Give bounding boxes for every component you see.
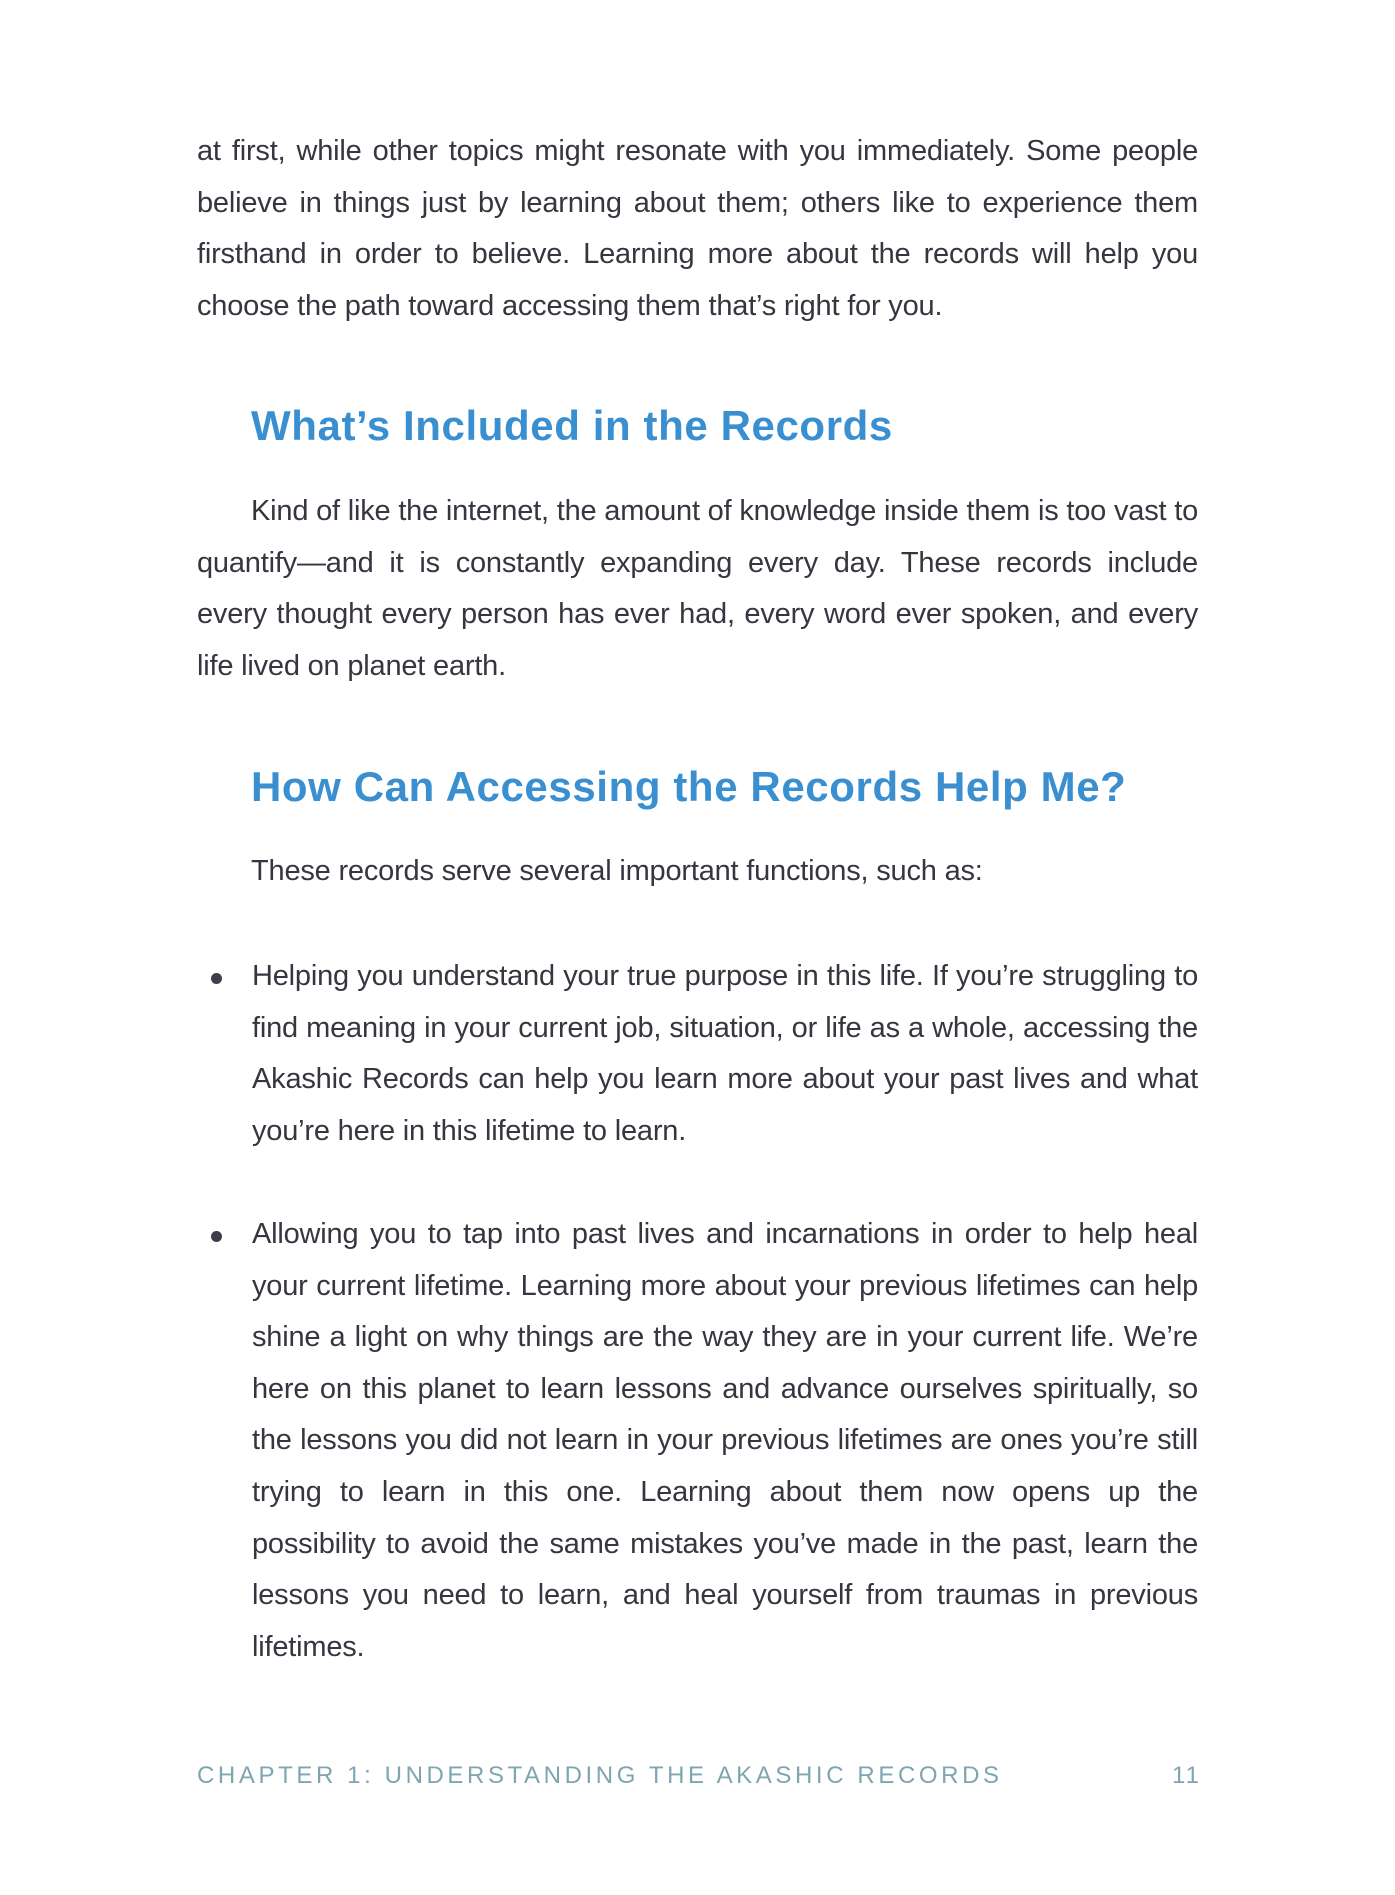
bullet-list: [197, 951, 1198, 1157]
page-number: 11: [1172, 1762, 1201, 1789]
section-heading-whats-included: What’s Included in the Records: [251, 402, 893, 449]
continued-paragraph: at first, while other topics might resonate with you immediately. Some people believe in things just by learning about them; others like to experience them firsthand in order to believe. Learning more about the records will help you choose the path toward accessing them that’s right for you.: [197, 135, 1198, 322]
bullet-item: [197, 951, 1198, 1157]
section-paragraph-whats-included: Kind of like the internet, the amount of knowledge inside them is too vast to quantify—and it is constantly expanding every day. These records include every thought every person has ever had, every word ever spoken, and every life lived on planet earth.: [197, 495, 1198, 682]
bullet-icon: [211, 1231, 222, 1242]
bullet-text: Allowing you to tap into past lives and incarnations in order to help heal your current lifetime. Learning more about your previous lifetimes can help shine a light on why things are the way they are in your current life. We’re here on this planet to learn lessons and advance ourselves spiritually, so the lessons you did not learn in your previous lifetimes are ones you’re still trying to learn in this one. Learning about them now opens up the possibility to avoid the same mistakes you’ve made in the past, learn the lessons you need to learn, and heal yourself from traumas in previous lifetimes.: [252, 1218, 1198, 1663]
section-heading-how-can-help: How Can Accessing the Records Help Me?: [251, 763, 1127, 810]
section-intro-functions: These records serve several important functions, such as:: [251, 855, 983, 887]
running-footer-chapter: CHAPTER 1: UNDERSTANDING THE AKASHIC RECORDS: [197, 1762, 1003, 1789]
bullet-text: Helping you understand your true purpose in this life. If you’re struggling to find meaning in your current job, situation, or life as a whole, accessing the Akashic Records can help you learn more about your past lives and what you’re here in this lifetime to learn.: [252, 960, 1198, 1147]
bullet-item: [197, 1209, 1198, 1673]
bullet-list: [197, 1209, 1198, 1673]
bullet-icon: [211, 973, 222, 984]
